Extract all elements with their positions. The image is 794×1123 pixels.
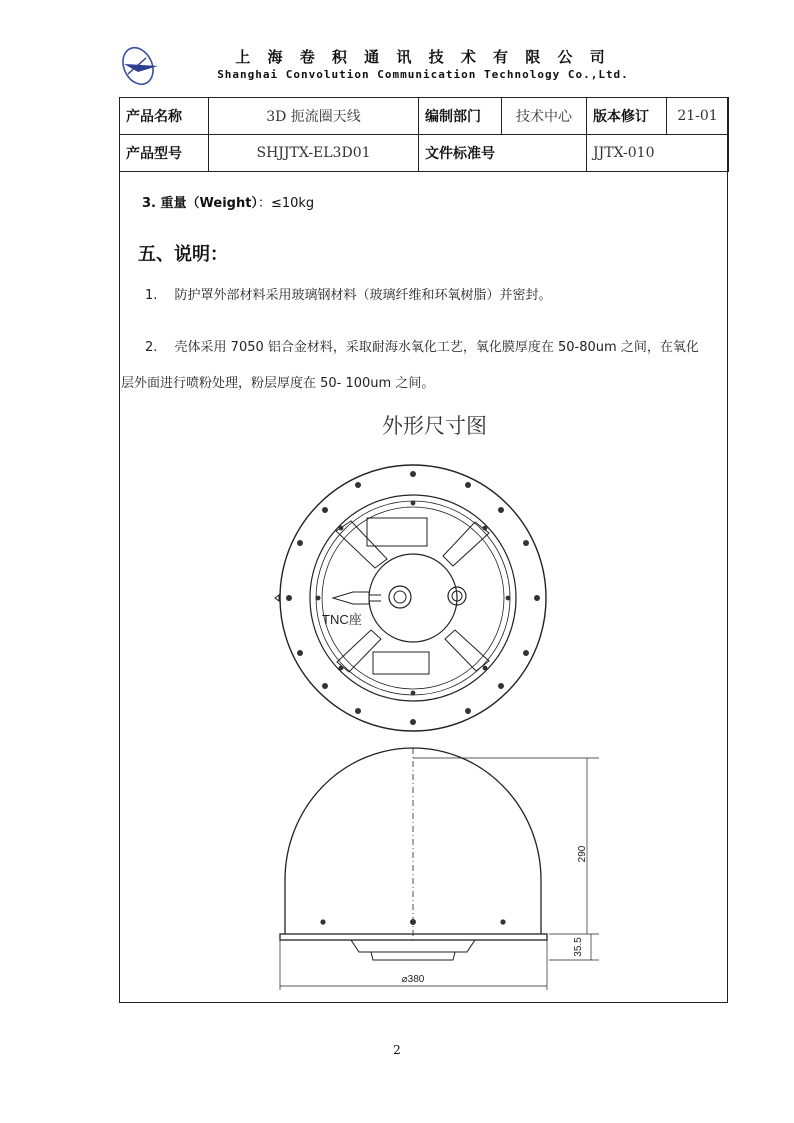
tnc-connector-label: TNC座 [322, 612, 362, 627]
page-number: 2 [393, 1043, 401, 1057]
weight-spec [142, 192, 314, 211]
description-item-2: 2. 壳体采用 7050 铝合金材料，采取耐海水氧化工艺，氧化膜厚度在 50-80um 之间，在氧化 [145, 340, 699, 355]
section-title: 五、说明： [138, 244, 228, 265]
product-info-table [119, 97, 729, 172]
revision-value: 21-01 [667, 98, 729, 135]
height-dimension-label: 290 [577, 845, 588, 863]
mounting-holes [286, 471, 540, 725]
weight-label: 3. 重量（Weight） [142, 196, 258, 211]
description-item-2-continued: 层外面进行喷粉处理，粉层厚度在 50- 100um 之间。 [121, 376, 435, 391]
table-row [120, 98, 729, 135]
figure-title: 外形尺寸图 [382, 414, 487, 438]
dept-value: 技术中心 [502, 98, 587, 135]
product-name-value: 3D 扼流圈天线 [209, 98, 419, 135]
document-header [118, 40, 728, 92]
weight-value: ：≤10kg [257, 196, 315, 211]
side-view-bolts [320, 919, 505, 925]
doc-std-label: 文件标准号 [419, 135, 587, 172]
dept-label: 编制部门 [419, 98, 502, 135]
company-name-en: Shanghai Convolution Communication Technology Co.,Ltd. [217, 68, 629, 81]
revision-label: 版本修订 [587, 98, 667, 135]
company-name-cn: 上 海 卷 积 通 讯 技 术 有 限 公 司 [235, 48, 611, 66]
base-dimension-label: 35.5 [573, 937, 584, 957]
model-value: SHJJTX-EL3D01 [209, 135, 419, 172]
side-view [280, 748, 599, 990]
product-name-label: 产品名称 [120, 98, 209, 135]
model-label: 产品型号 [120, 135, 209, 172]
doc-std-value: JJTX-010 [587, 135, 729, 172]
dimension-drawing [119, 440, 728, 1000]
diameter-dimension-label: ⌀380 [401, 974, 425, 985]
description-item-1: 1. 防护罩外部材料采用玻璃钢材料（玻璃纤维和环氧树脂）并密封。 [145, 288, 552, 303]
table-row [120, 135, 729, 172]
